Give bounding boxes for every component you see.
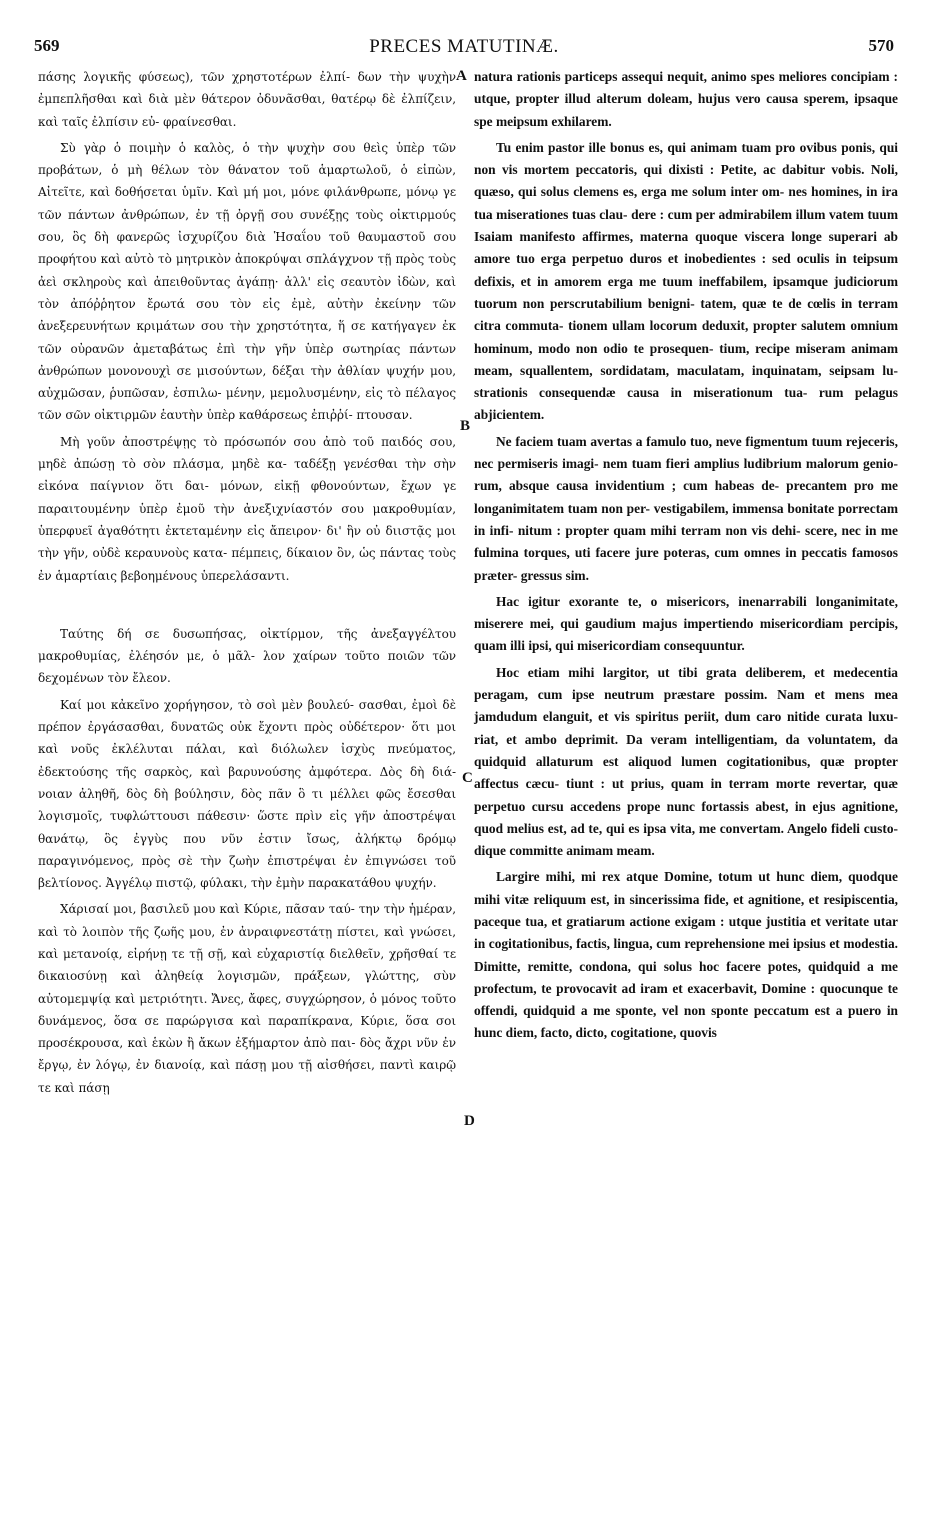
latin-paragraph-1: natura rationis particeps assequi nequit, animo spes meliores concipiam : utque, propter illud alterum doleam, hujus vero causa sperem, ipsaque spe meipsum exhilarem. <box>474 69 898 129</box>
latin-paragraph-5: Hoc etiam mihi largitor, ut tibi grata deliberem, et medecentia peragam, cum ipse neutrum præstare possim. Nam et mens mea jamdudum elanguit, et vis spiritus periit, dum caro nitide curata luxu- riat, et ambo deprimit. Da veram intelligentiam, da voluntatem, da quidquid allaturum est aliquod lumen cogitationibus, quæ propter affectus cæcu- tiunt : ut prius, quam in terram morte revertar, quæ perpetuo cursu accedens prope nunc fortassis abest, in ejus agnitione, quod melius est, ad te, qui es ipsa vita, me convertam. Angelo fideli custo- dique committe animam meam. <box>474 664 898 859</box>
latin-paragraph-6: Largire mihi, mi rex atque Domine, totum ut hunc diem, quodque mihi vitæ reliquum est, in sincerissima fide, et agnitione, et resipiscentia, paceque tua, et gratiarum actione exigam : utque justitia et veritate utar in cogitationibus, factis, lingua, cum reprehensione mei ipsius et modestia. Dimitte, remitte, condona, qui solus hoc facere potes, quidquid a me profectum, te provocavit ad iram et exacerbavit, Domine : quocunque te offendi, quidquid a me sponte, vel non sponte peccatum est a puero in hunc diem, facto, dicto, cogitatione, quovis <box>474 869 898 1041</box>
margin-marker-d: D <box>464 1113 475 1129</box>
margin-marker-b: B <box>460 418 471 434</box>
greek-column <box>38 66 456 1103</box>
greek-paragraph-1: πάσης λογικῆς φύσεως), τῶν χρηστοτέρων ἐλπί- δων τὴν ψυχὴν ἐμπεπλῆσθαι καὶ διὰ μὲν θάτερον ὀδυνᾶσθαι, θατέρῳ δὲ ἐλπίζειν, καὶ ταῖς ἐλπίσιν εὐ- φραίνεσθαι. <box>38 70 456 129</box>
greek-paragraph-2: Σὺ γὰρ ὁ ποιμὴν ὁ καλὸς, ὁ τὴν ψυχὴν σου θεὶς ὑπὲρ τῶν προβάτων, ὁ μὴ θέλων τὸν θάνατον τοῦ ἁμαρτωλοῦ, ὁ εἰπὼν, Αἰτεῖτε, καὶ δοθήσεται ὑμῖν. Καὶ μή μοι, μόνε φιλάνθρωπε, μόνῳ γε τῶν πάντων ἀνθρώπων, ἐν τῇ ὀργῇ σου συνέξῃς τοὺς οἰκτιρμούς σου, ὃς δὴ φανερῶς ἰσχυρίζου διὰ Ἡσαΐου τοῦ θαυμαστοῦ σου προφήτου καὶ αὐτὸ τὸ μητρικὸν ἀποκρύψαι σπλάγχνον τῇ πρὸς τοὺς ἀεὶ σκληροὺς καὶ ἀπειθοῦντας ἀγάπῃ· ἀλλ' εἰς σεαυτὸν ἰδὼν, καὶ τὸν ἀπόῤῥητον ἔρωτά σου τὸν εἰς ἐμὲ, αὐτὴν ἐκείνην τῶν ἀνεξερευνήτων κριμάτων σου τὴν χρηστότητα, ἥ σε κατήγαγεν ἐκ τῶν οὐρανῶν ἀμεταβάτως ἐπὶ τὴν γῆν ὑπὲρ σωτηρίας πάντων ἀνθρώπων μονονουχὶ σε μισούντων, δέξαι τὴν ἀθλίαν ψυχήν μου, αὐχμῶσαν, ῥυπῶσαν, ἐσπιλω- μένην, μεμολυσμένην, εἰς τὸ πέλαγος τῶν σῶν οἰκτιρμῶν ἑαυτὴν ὑπὲρ καθάρσεως ἐπιῤῥί- πτουσαν. <box>38 140 456 423</box>
latin-paragraph-4: Hac igitur exorante te, o misericors, inenarrabili longanimitate, miserere mei, qui gaudium majus impertiendo misericordiam percipis, quam illi ipsi, qui misericordiam consequuntur. <box>474 593 898 654</box>
margin-marker-c: C <box>462 770 473 786</box>
greek-paragraph-3: Μὴ γοῦν ἀποστρέψῃς τὸ πρόσωπόν σου ἀπὸ τοῦ παιδός σου, μηδὲ ἀπώσῃ τὸ σὸν πλάσμα, μηδὲ κα- ταδέξῃ γενέσθαι τὴν σὴν εἰκόνα παίγνιον ὅτι δαι- μόνων, εἰκῇ φθονούντων, ἔχων γε παραιτουμένην ὑπὲρ ἐμοῦ τὴν ἀνεξιχνίαστόν σου μακροθυμίαν, ὑπερφυεῖ ἀγαθότητι ἐκτεταμένην εἰς ἄπειρον· δι' ἣν οὐ διιστᾷς μοι τὴν γῆν, οὐδὲ κεραυνοὺς κατα- πέμπεις, δίκαιον ὂν, ὡς πάντας τοὺς ἐν ἁμαρτίαις βεβοημένους ὑπερελάσαντι. <box>38 434 456 583</box>
page-number-left: 569 <box>34 36 60 55</box>
greek-paragraph-6: Χάρισαί μοι, βασιλεῦ μου καὶ Κύριε, πᾶσαν ταύ- την τὴν ἡμέραν, καὶ τὸ λοιπὸν τῆς ζωῆς μου, ἐν ἀνραιφνεστάτῃ πίστει, καὶ γνώσει, καὶ μετανοίᾳ, εἰρήνῃ τε τῇ σῇ, καὶ εὐχαριστίᾳ διελθεῖν, χρῆσθαί τε δικαιοσύνῃ καὶ ἀληθείᾳ λογισμῶν, πράξεων, γλώττης, σὺν αὐτομεμψίᾳ καὶ μετριότητι. Ἄνες, ἄφες, συγχώρησον, ὁ μόνος τοῦτο δυνάμενος, ὅσα σε παρώργισα καὶ παραπίκρανα, Κύριε, ὅσα σοι προσέκρουσα, καὶ ἑκὼν ἢ ἄκων ἐξήμαρτον ἀπὸ παι- δὸς ἄχρι νῦν ἐν ἔργῳ, ἐν λόγῳ, ἐν διανοίᾳ, καὶ πάσῃ μου τῇ αἰσθήσει, παντὶ καιρῷ τε καὶ πάσῃ <box>38 902 456 1095</box>
greek-paragraph-5: Καί μοι κἀκεῖνο χορήγησον, τὸ σοὶ μὲν βουλεύ- σασθαι, ἐμοὶ δὲ πρέπον ἐργάσασθαι, δυνατῶς οὐκ ἔχοντι πρὸς οὐδέτερον· ὅτι μοι καὶ νοῦς ἐκλέλυται πάλαι, καὶ διόλωλεν ἰσχὺς πνεύματος, ἐδεκτούσης τῆς σαρκὸς, καὶ βαρυνούσης ἀμφότερα. Δὸς δὴ διά- νοιαν ἀληθῆ, δὸς δὴ βούλησιν, δὸς πᾶν ὃ τι μέλλει φῶς ἔσεσθαι λογισμοῖς, τυφλώττουσι πάθεσιν· ὥστε πρὶν εἰς γῆν ἀποστρέψαι θανάτῳ, ὃς ἐγγὺς που νῦν ἐστιν ἴσως, ἀλήκτῳ δρόμῳ παραγινόμενος, πρὸς σὲ τὴν ζωὴν ἐπιστρέψαι ἐν ἐπιγνώσει τοῦ βελτίονος. Ἀγγέλῳ πιστῷ, φύλακι, τὴν ἐμὴν παρακατάθου ψυχήν. <box>38 697 456 891</box>
page-number-right: 570 <box>868 36 894 55</box>
running-title: PRECES MATUTINÆ. <box>369 36 559 57</box>
latin-paragraph-3: Ne faciem tuam avertas a famulo tuo, neve figmentum tuum rejeceris, nec permiseris imagi- nem tuam fieri amplius ludibrium malorum genio- rum, absque causa invidentium ; cum habeas de- precantem pro me longanimitatem tuam non per- vestigabilem, immensa bonitate porrectam in infi- nitum : propter quam mihi terram non vis dehi- scere, nec in me fulmina torques, uti facere jure poteras, cum omnes in peccatis famosos præter- gressus sim. <box>474 433 898 583</box>
margin-marker-a: A <box>456 68 467 84</box>
latin-paragraph-2: Tu enim pastor ille bonus es, qui animam tuam pro ovibus ponis, qui non vis mortem peccatoris, qui dixisti : Petite, ac dabitur vobis. Noli, quæso, qui solus clemens es, erga me solum inter om- nes homines, in ira tua miserationes tuas clau- dere : cum per admirabilem illum vatem tuum Isaiam manifesto affirmes, materna quoque viscera longe superari ab amore tuo erga perpetuo duros et inobedientes : sed oculis in teipsum defixis, et in amorem erga me tuum ineffabilem, ipsamque judiciorum tuorum non perscrutabilium benigni- tatem, quæ te de cœlis in terram citra commuta- tionem ullam locorum deduxit, propter salutem omnium hominum, modo non odio te prosequen- tium, recipe miseram animam meam, squallentem, sordidatam, maculatam, inquinatam, seipsam lu- strationis consequendæ causa in miserationum tua- rum pelagus abjicientem. <box>474 139 898 423</box>
greek-paragraph-4: Ταύτης δή σε δυσωπήσας, οἰκτίρμον, τῆς ἀνεξαγγέλτου μακροθυμίας, ἐλέησόν με, ὁ μᾶλ- λον χαίρων τοῦτο ποιῶν τῶν δεχομένων τὸν ἔλεον. <box>38 626 456 686</box>
latin-column <box>474 66 898 1049</box>
page-header <box>34 36 894 66</box>
